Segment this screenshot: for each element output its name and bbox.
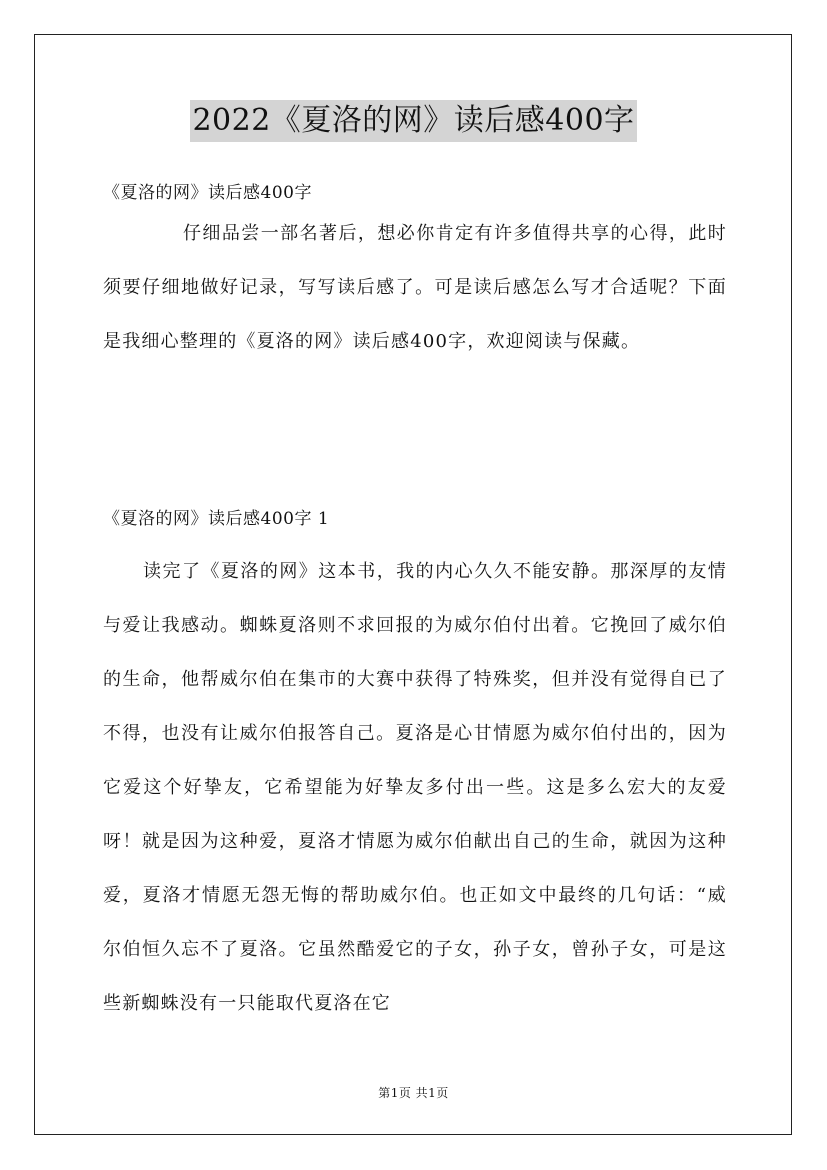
section-title: 《夏洛的网》读后感400字 1 [103, 509, 330, 529]
page-footer: 第1页 共1页 [378, 1086, 449, 1100]
intro-paragraph: 仔细品尝一部名著后，想必你肯定有许多值得共享的心得，此时须要仔细地做好记录，写写读后感了。可是读后感怎么写才合适呢？下面是我细心整理的《夏洛的网》读后感400字，欢迎阅读与保藏。 [103, 223, 727, 352]
document-title [0, 100, 827, 142]
body-paragraph: 读完了《夏洛的网》这本书，我的内心久久不能安静。那深厚的友情与爱让我感动。蜘蛛夏洛则不求回报的为威尔伯付出着。它挽回了威尔伯的生命，他帮威尔伯在集市的大赛中获得了特殊奖，但并没有觉得自已了不得，也没有让威尔伯报答自己。夏洛是心甘情愿为威尔伯付出的，因为它爱这个好挚友，它希望能为好挚友多付出一些。这是多么宏大的友爱呀！就是因为这种爱，夏洛才情愿为威尔伯献出自己的生命，就因为这种爱，夏洛才情愿无怨无悔的帮助威尔伯。也正如文中最终的几句话：“威尔伯恒久忘不了夏洛。它虽然酷爱它的子女，孙子女，曾孙子女，可是这些新蜘蛛没有一只能取代夏洛在它 [103, 561, 727, 1014]
document-title-text: 2022《夏洛的网》读后感400字 [190, 100, 636, 142]
document-subtitle: 《夏洛的网》读后感400字 [103, 183, 312, 203]
